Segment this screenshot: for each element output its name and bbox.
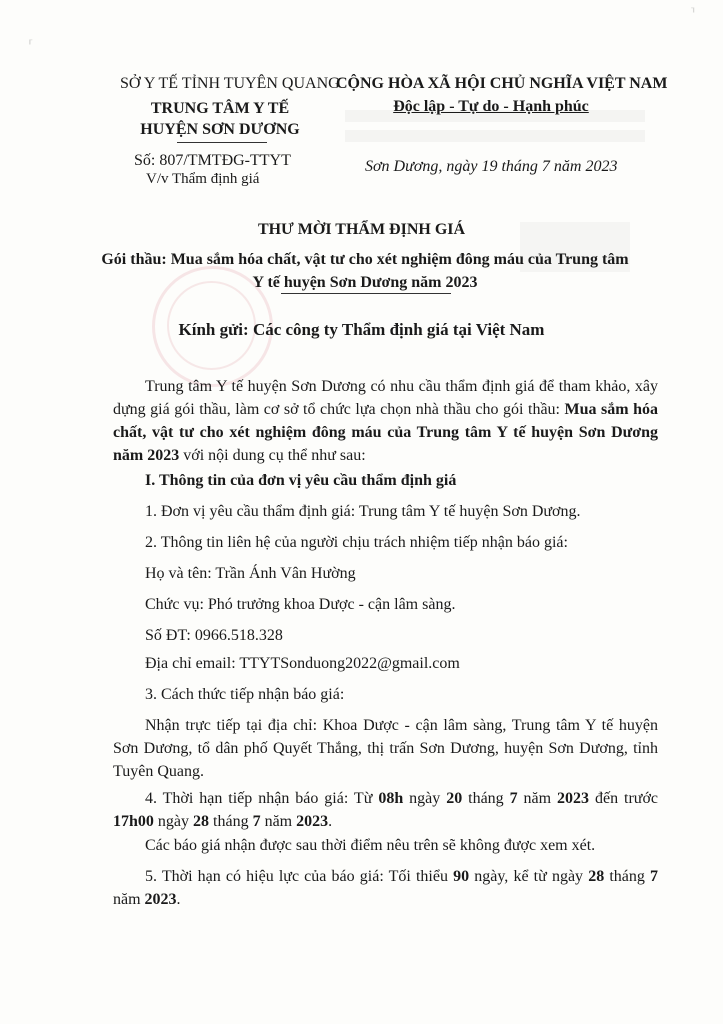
- title-divider: [281, 293, 451, 294]
- intro-text: Trung tâm Y tế huyện Sơn Dương có nhu cầu thẩm định giá để tham khảo, xây dựng giá gói thầu, làm cơ sở tổ chức lựa chọn nhà thầu cho gói thầu:: [113, 378, 658, 418]
- document-title: THƯ MỜI THẨM ĐỊNH GIÁ: [257, 221, 466, 238]
- scan-mark: ⸢: [28, 39, 34, 54]
- agency-name-line1: TRUNG TÂM Y TẾ: [150, 100, 290, 117]
- header-divider: [177, 142, 267, 143]
- item-3-detail: Nhận trực tiếp tại địa chỉ: Khoa Dược - cận lâm sàng, Trung tâm Y tế huyện Sơn Dương, tổ dân phố Quyết Thắng, thị trấn Sơn Dương, huyện Sơn Dương, tỉnh Tuyên Quang.: [113, 717, 658, 780]
- document-subject: V/v Thẩm định giá: [146, 171, 260, 187]
- item-4: 4. Thời hạn tiếp nhận báo giá: Từ 08h ngày 20 tháng 7 năm 2023 đến trước 17h00 ngày 28 tháng 7 năm 2023.: [113, 790, 659, 830]
- agency-name-line2: HUYỆN SƠN DƯƠNG: [140, 121, 300, 138]
- contact-phone: Số ĐT: 0966.518.328: [145, 627, 283, 644]
- section-heading: I. Thông tin của đơn vị yêu cầu thẩm định giá: [145, 472, 457, 489]
- item-3: 3. Cách thức tiếp nhận báo giá:: [145, 686, 345, 703]
- agency-name: [120, 98, 320, 140]
- bleed-through: [345, 130, 645, 142]
- motto-text: Độc lập - Tự do - Hạnh phúc: [393, 98, 589, 115]
- intro-package-name: Mua sắm hóa chất, vật tư cho xét nghiệm đông máu của Trung tâm Y tế huyện Sơn Dương năm 2023: [113, 401, 659, 464]
- contact-name: Họ và tên: Trần Ánh Vân Hường: [145, 565, 356, 582]
- contact-position: Chức vụ: Phó trưởng khoa Dược - cận lâm sàng.: [145, 596, 456, 613]
- national-motto: [336, 98, 646, 116]
- recipient-line: Kính gửi: Các công ty Thẩm định giá tại Việt Nam: [178, 320, 545, 339]
- document-date: Sơn Dương, ngày 19 tháng 7 năm 2023: [365, 158, 618, 175]
- item-1: 1. Đơn vị yêu cầu thẩm định giá: Trung tâm Y tế huyện Sơn Dương.: [145, 503, 581, 520]
- document-number: Số: 807/TMTĐG-TTYT: [134, 152, 291, 169]
- intro-paragraph: [113, 375, 658, 467]
- item-2: 2. Thông tin liên hệ của người chịu trách nhiệm tiếp nhận báo giá:: [145, 534, 568, 551]
- scan-mark: ⸣: [690, 7, 696, 22]
- agency-parent: SỞ Y TẾ TỈNH TUYÊN QUANG: [120, 75, 340, 92]
- contact-email: Địa chỉ email: TTYTSonduong2022@gmail.com: [145, 655, 460, 672]
- item-4-note: Các báo giá nhận được sau thời điểm nêu trên sẽ không được xem xét.: [145, 837, 596, 854]
- intro-text-end: với nội dung cụ thể như sau:: [179, 447, 366, 464]
- national-title: CỘNG HÒA XÃ HỘI CHỦ NGHĨA VIỆT NAM: [336, 75, 668, 92]
- item-5: 5. Thời hạn có hiệu lực của báo giá: Tối thiểu 90 ngày, kể từ ngày 28 tháng 7 năm 2023.: [113, 868, 659, 908]
- document-subtitle: Gói thầu: Mua sắm hóa chất, vật tư cho xét nghiệm đông máu của Trung tâm Y tế huyện Sơn Dương năm 2023: [101, 251, 629, 291]
